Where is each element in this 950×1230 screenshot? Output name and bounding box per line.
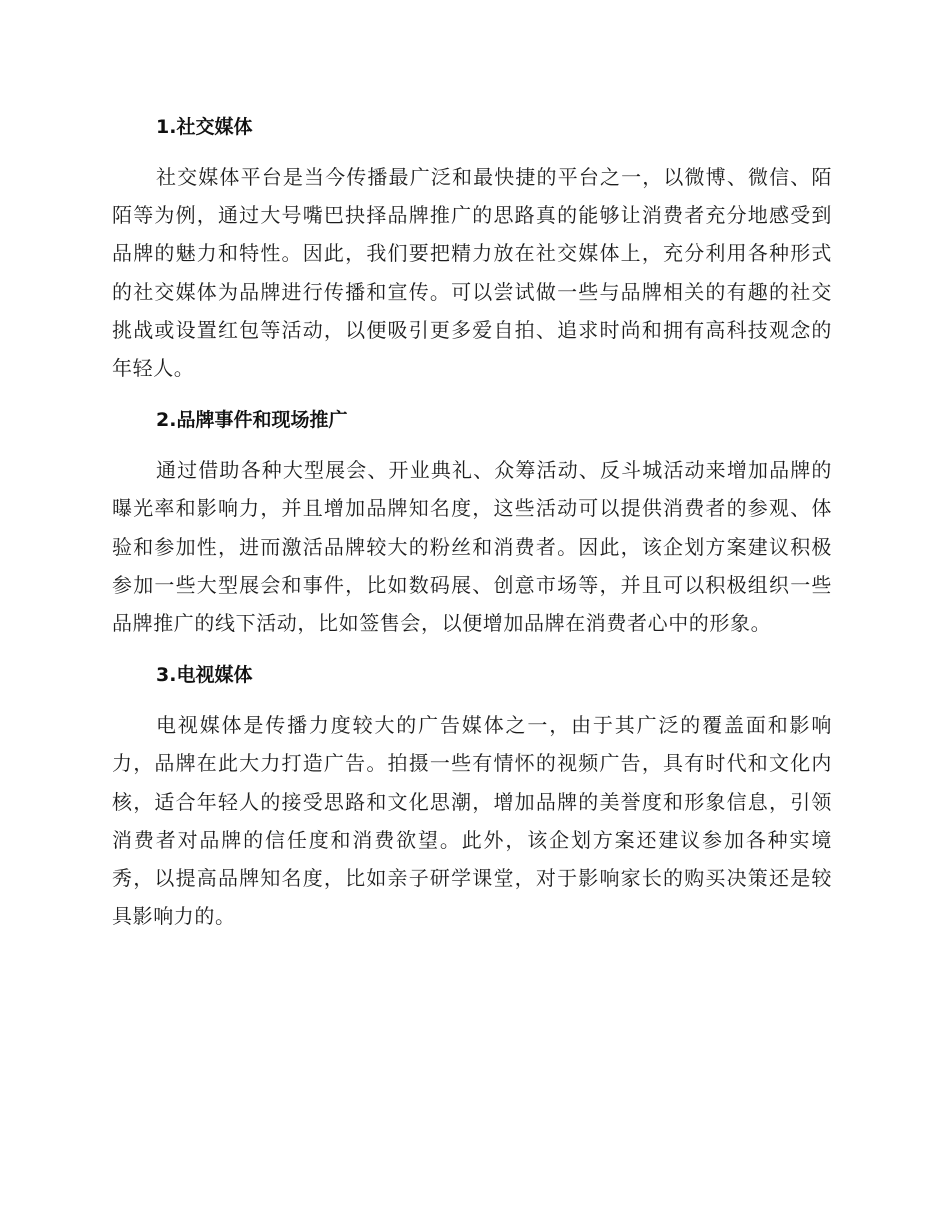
section-heading: 3.电视媒体 [156, 664, 253, 687]
document-body [112, 108, 832, 949]
section-paragraph: 社交媒体平台是当今传播最广泛和最快捷的平台之一，以微博、微信、陌陌等为例，通过大号嘴巴抉择品牌推广的思路真的能够让消费者充分地感受到品牌的魅力和特性。因此，我们要把精力放在社交媒体上，充分利用各种形式的社交媒体为品牌进行传播和宣传。可以尝试做一些与品牌相关的有趣的社交挑战或设置红包等活动，以便吸引更多爱自拍、追求时尚和拥有高科技观念的年轻人。 [112, 165, 832, 381]
section-tv-media [112, 656, 832, 935]
section-paragraph: 电视媒体是传播力度较大的广告媒体之一，由于其广泛的覆盖面和影响力，品牌在此大力打造广告。拍摄一些有情怀的视频广告，具有时代和文化内核，适合年轻人的接受思路和文化思潮，增加品牌的美誉度和形象信息，引领消费者对品牌的信任度和消费欲望。此外，该企划方案还建议参加各种实境秀，以提高品牌知名度，比如亲子研学课堂，对于影响家长的购买决策还是较具影响力的。 [112, 713, 832, 929]
section-brand-events [112, 401, 832, 642]
section-heading: 1.社交媒体 [156, 116, 253, 138]
section-heading: 2.品牌事件和现场推广 [156, 409, 348, 432]
section-paragraph: 通过借助各种大型展会、开业典礼、众筹活动、反斗城活动来增加品牌的曝光率和影响力，并且增加品牌知名度，这些活动可以提供消费者的参观、体验和参加性，进而激活品牌较大的粉丝和消费者。因此，该企划方案建议积极参加一些大型展会和事件，比如数码展、创意市场等，并且可以积极组织一些品牌推广的线下活动，比如签售会，以便增加品牌在消费者心中的形象。 [112, 458, 832, 636]
section-social-media [112, 108, 832, 387]
